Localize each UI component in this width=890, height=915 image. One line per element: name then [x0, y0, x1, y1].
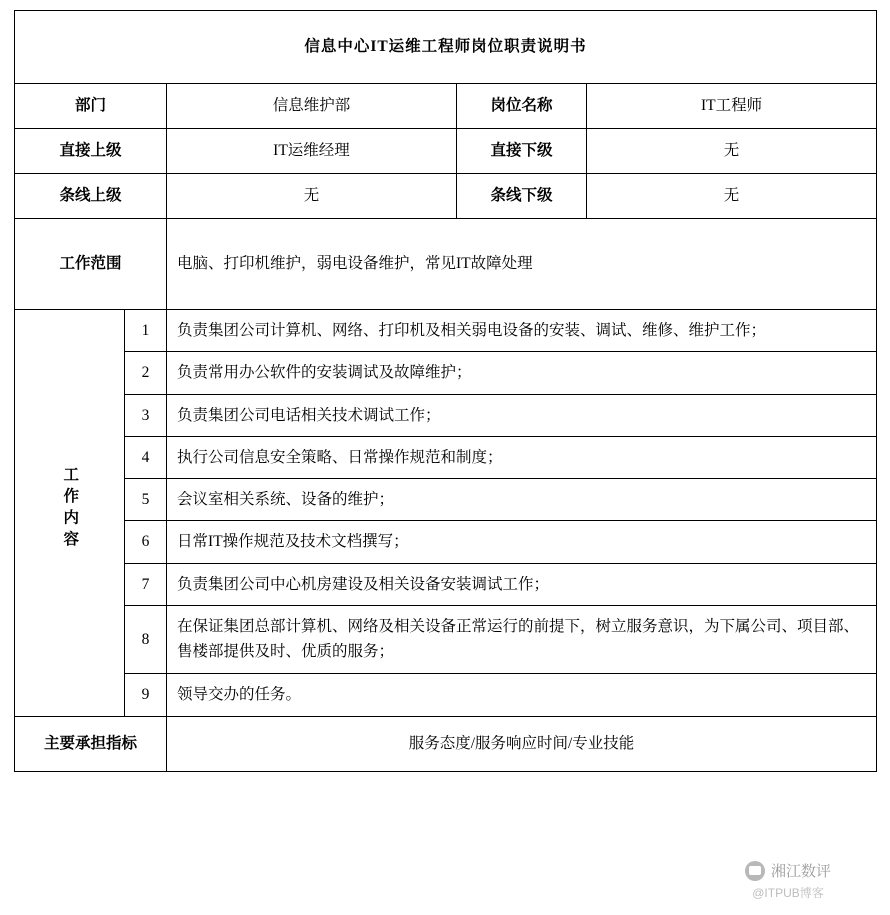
duty-row-5 [15, 479, 877, 521]
duty-row-8 [15, 605, 877, 674]
value-line-superior: 无 [167, 174, 457, 219]
duty-number: 9 [125, 674, 167, 716]
info-row-department [15, 84, 877, 129]
label-main-kpi: 主要承担指标 [15, 716, 167, 771]
duty-text: 执行公司信息安全策略、日常操作规范和制度； [167, 436, 877, 478]
document-page [0, 10, 890, 915]
wechat-logo-icon [745, 861, 765, 881]
duty-text: 负责常用办公软件的安装调试及故障维护； [167, 352, 877, 394]
duty-number: 4 [125, 436, 167, 478]
duty-number: 1 [125, 310, 167, 352]
kpi-row [15, 716, 877, 771]
duty-number: 5 [125, 479, 167, 521]
value-position-name: IT工程师 [587, 84, 877, 129]
duty-text: 在保证集团总部计算机、网络及相关设备正常运行的前提下，树立服务意识，为下属公司、项目部、售楼部提供及时、优质的服务； [167, 605, 877, 674]
document-title: 信息中心IT运维工程师岗位职责说明书 [15, 11, 877, 84]
label-work-content [15, 310, 125, 717]
watermark-main [704, 860, 872, 881]
label-line-superior: 条线上级 [15, 174, 167, 219]
label-position-name: 岗位名称 [457, 84, 587, 129]
value-department: 信息维护部 [167, 84, 457, 129]
job-description-table [14, 10, 877, 772]
watermark [704, 860, 872, 901]
info-row-line-superior [15, 174, 877, 219]
duty-number: 6 [125, 521, 167, 563]
duty-row-7 [15, 563, 877, 605]
value-direct-superior: IT运维经理 [167, 129, 457, 174]
duty-text: 负责集团公司中心机房建设及相关设备安装调试工作； [167, 563, 877, 605]
value-direct-subordinate: 无 [587, 129, 877, 174]
duty-row-6 [15, 521, 877, 563]
duty-text: 会议室相关系统、设备的维护； [167, 479, 877, 521]
label-department: 部门 [15, 84, 167, 129]
duty-number: 8 [125, 605, 167, 674]
label-work-scope: 工作范围 [15, 219, 167, 310]
duty-number: 3 [125, 394, 167, 436]
scope-row [15, 219, 877, 310]
duty-row-4 [15, 436, 877, 478]
info-row-direct-superior [15, 129, 877, 174]
label-work-content-text: 工作内容 [61, 466, 79, 553]
label-direct-subordinate: 直接下级 [457, 129, 587, 174]
duty-number: 2 [125, 352, 167, 394]
title-row [15, 11, 877, 84]
duty-row-2 [15, 352, 877, 394]
duty-row-1 [15, 310, 877, 352]
duty-number: 7 [125, 563, 167, 605]
duty-text: 负责集团公司电话相关技术调试工作； [167, 394, 877, 436]
watermark-account-name: 湘江数评 [770, 863, 831, 880]
label-direct-superior: 直接上级 [15, 129, 167, 174]
watermark-source: @ITPUB博客 [752, 886, 824, 900]
label-line-subordinate: 条线下级 [457, 174, 587, 219]
duty-text: 日常IT操作规范及技术文档撰写； [167, 521, 877, 563]
duty-text: 负责集团公司计算机、网络、打印机及相关弱电设备的安装、调试、维修、维护工作； [167, 310, 877, 352]
duty-text: 领导交办的任务。 [167, 674, 877, 716]
value-main-kpi: 服务态度/服务响应时间/专业技能 [167, 716, 877, 771]
duty-row-3 [15, 394, 877, 436]
duty-row-9 [15, 674, 877, 716]
value-line-subordinate: 无 [587, 174, 877, 219]
value-work-scope: 电脑、打印机维护，弱电设备维护，常见IT故障处理 [167, 219, 877, 310]
